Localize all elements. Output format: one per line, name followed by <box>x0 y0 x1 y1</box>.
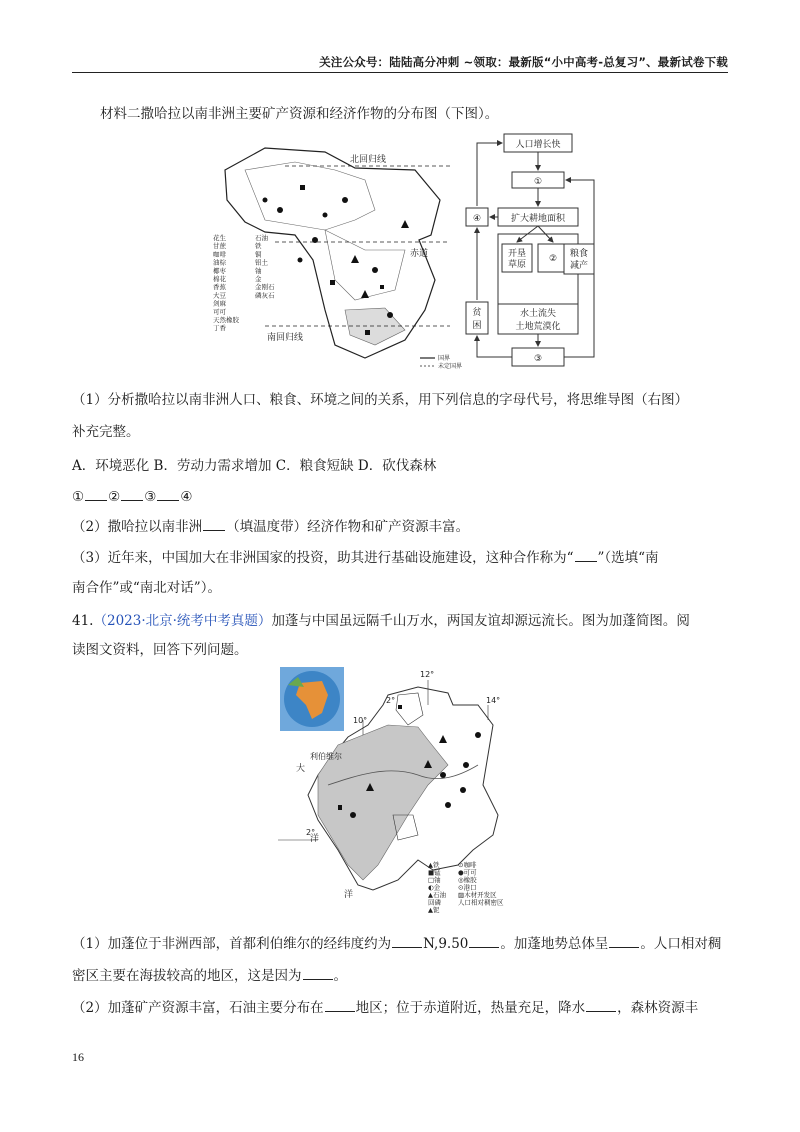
q41-2-blank-2[interactable] <box>586 997 616 1012</box>
gabon-map <box>278 665 528 917</box>
q41-source-link[interactable]: （2023·北京·统考中考真题） <box>93 613 272 629</box>
q1-options: A．环境恶化 B．劳动力需求增加 C．粮食短缺 D．砍伐森林 <box>72 458 437 474</box>
gabon-legend-left-item-3: ◐金 <box>428 883 441 892</box>
lat-2s-label: 2° <box>306 828 316 837</box>
node-4-label: ④ <box>472 214 482 224</box>
header-divider <box>72 72 728 73</box>
tropic-north-label: 北回归线 <box>350 155 387 165</box>
q41-1-line2 <box>72 965 347 986</box>
q41-1-line2-pre: 密区主要在海拔较高的地区，这是因为 <box>72 968 302 984</box>
node-reclaim-label-2: 草原 <box>507 260 527 270</box>
node-reclaim-label-1: 开垦 <box>507 249 527 259</box>
equator-label: 赤道 <box>410 249 429 259</box>
q1-c1: ① <box>72 489 85 505</box>
crop-legend-item-6: 香蕉 <box>213 283 226 292</box>
node-poverty-label-2: 困 <box>472 321 482 331</box>
gabon-legend-left-item-5: 回磷 <box>428 898 441 907</box>
q41-1-line1 <box>72 933 721 954</box>
q41-1-blank-3[interactable] <box>609 933 639 948</box>
q41-2-blank-1[interactable] <box>325 997 355 1012</box>
q1-c4: ④ <box>180 489 193 505</box>
q3-blank[interactable] <box>575 547 597 562</box>
q41-2-pre: （2）加蓬矿产资源丰富，石油主要分布在 <box>72 1000 324 1016</box>
mind-map-flowchart <box>460 132 600 372</box>
tropic-south-label: 南回归线 <box>267 333 304 343</box>
q1-blank-3[interactable] <box>157 486 179 501</box>
q41-1-mid2: 。加蓬地势总体呈 <box>500 936 609 952</box>
q41-1-mid1: N,9.50 <box>423 936 469 952</box>
node-grain-label-1: 粮食 <box>569 249 589 259</box>
q2-post: （填温度带）经济作物和矿产资源丰富。 <box>226 519 470 535</box>
gabon-legend-right-item-3: ⊙港口 <box>458 883 477 892</box>
q41-1-blank-2[interactable] <box>469 933 499 948</box>
node-soil-label-2: 土地荒漠化 <box>515 322 561 332</box>
crop-legend-item-3: 油棕 <box>213 258 226 267</box>
q1-line1: （1）分析撒哈拉以南非洲人口、粮食、环境之间的关系，用下列信息的字母代号，将思维导图（右图） <box>72 392 689 408</box>
crop-legend-item-8: 剑麻 <box>213 299 226 308</box>
q41-2-mid: 地区；位于赤道附近，热量充足，降水 <box>355 1000 586 1016</box>
crop-legend-item-5: 棉花 <box>213 275 226 283</box>
gabon-legend-left-item-0: ▲铁 <box>428 861 440 869</box>
node-1-label: ① <box>533 177 543 187</box>
q41-1-post: 。人口相对稠 <box>640 936 722 952</box>
q41-1-line2-post: 。 <box>333 968 347 984</box>
gabon-legend-left-item-2: □铀 <box>428 876 441 884</box>
gabon-legend-left-item-4: ▲石油 <box>428 891 446 899</box>
q41-line2: 读图文资料，回答下列问题。 <box>72 642 248 658</box>
crop-legend-item-0: 花生 <box>213 234 226 242</box>
crop-legend-item-11: 丁香 <box>213 324 226 333</box>
q41-num: 41. <box>72 613 94 629</box>
node-soil-label-1: 水土流失 <box>519 309 557 319</box>
q3-pre: （3）近年来，中国加大在非洲国家的投资，助其进行基础设施建设，这种合作称为“ <box>72 550 574 566</box>
q3-line1 <box>72 547 659 568</box>
crop-legend-item-1: 甘蔗 <box>213 242 226 251</box>
crop-legend-item-4: 椰枣 <box>213 266 226 275</box>
node-grain-label-2: 减产 <box>569 261 589 271</box>
page-number: 16 <box>72 1050 84 1064</box>
q1-answer-line <box>72 486 192 507</box>
q1-c2: ② <box>108 489 121 505</box>
gabon-legend-left-item-1: ■锰 <box>428 868 441 877</box>
q1-blank-2[interactable] <box>121 486 143 501</box>
node-2-label: ② <box>548 254 558 264</box>
mineral-legend-item-0: 石油 <box>255 234 268 242</box>
q41-2-line1 <box>72 997 698 1018</box>
q1-blank-1[interactable] <box>85 486 107 501</box>
q3-line2: 南合作”或“南北对话”）。 <box>72 580 221 596</box>
lat-2n-label: 2° <box>386 696 396 705</box>
lon-12-label: 12° <box>420 670 435 679</box>
capital-label: 利伯维尔 <box>310 752 342 761</box>
node-expand-label: 扩大耕地面积 <box>510 214 566 224</box>
q3-post: ”（选填“南 <box>597 550 659 566</box>
gabon-legend-right-item-4: ▨木材开发区 <box>458 891 497 899</box>
mineral-legend-item-1: 铁 <box>255 242 262 251</box>
mineral-legend-item-5: 金 <box>255 275 262 283</box>
q1-line2: 补充完整。 <box>72 424 140 440</box>
node-poverty-label-1: 贫 <box>472 308 482 318</box>
africa-resource-map <box>205 140 463 370</box>
material-intro: 材料二撒哈拉以南非洲主要矿产资源和经济作物的分布图（下图）。 <box>100 106 499 122</box>
q2-line <box>72 516 469 537</box>
q2-pre: （2）撒哈拉以南非洲 <box>72 519 203 535</box>
gabon-map-legend <box>428 860 504 914</box>
q2-blank[interactable] <box>203 516 225 531</box>
sea-label-1: 大 <box>296 764 306 774</box>
gabon-legend-left-item-6: ▲铌 <box>428 906 440 914</box>
mineral-legend-item-7: 磷灰石 <box>255 291 275 300</box>
q41-1-blank-4[interactable] <box>303 965 333 980</box>
lon-10-label: 10° <box>353 716 368 725</box>
line-legend-item-0: 国界 <box>438 355 451 362</box>
crop-legend-item-10: 天然橡胶 <box>213 316 239 324</box>
gabon-legend-right-item-0: ⊙咖啡 <box>458 861 477 869</box>
crop-legend-item-9: 可可 <box>213 307 226 316</box>
line-legend-item-1: 未定国界 <box>438 363 463 370</box>
mineral-legend-item-6: 金刚石 <box>255 283 275 292</box>
crop-legend-item-2: 咖啡 <box>213 250 226 259</box>
page-header <box>0 52 800 72</box>
crop-legend-item-7: 大豆 <box>213 291 226 300</box>
q1-c3: ③ <box>144 489 157 505</box>
gabon-legend-right-item-2: ◎橡胶 <box>458 876 477 884</box>
sea-label-2: 洋 <box>310 834 320 844</box>
mineral-legend-item-2: 铜 <box>255 250 262 259</box>
header-text: 关注公众号：陆陆高分冲刺 ~领取：最新版“小中高考-总复习”、最新试卷下载 <box>319 55 728 69</box>
q41-line1 <box>72 611 690 631</box>
gabon-legend-right-item-1: ●可可 <box>458 868 477 877</box>
gabon-legend-right-item-5: 人口相对稠密区 <box>458 898 504 907</box>
q41-text: 加蓬与中国虽远隔千山万水，两国友谊却源远流长。图为加蓬简图。阅 <box>271 613 690 629</box>
mineral-legend-item-4: 铀 <box>255 266 262 275</box>
q41-1-blank-1[interactable] <box>392 933 422 948</box>
q41-1-pre: （1）加蓬位于非洲西部，首都利伯维尔的经纬度约为 <box>72 936 392 952</box>
mineral-legend-item-3: 铝土 <box>255 258 268 267</box>
sea-label-3: 洋 <box>344 890 354 900</box>
node-3-label: ③ <box>533 354 543 364</box>
lon-14-label: 14° <box>486 696 501 705</box>
node-population-label: 人口增长快 <box>515 140 561 150</box>
q41-2-post: ，森林资源丰 <box>617 1000 699 1016</box>
